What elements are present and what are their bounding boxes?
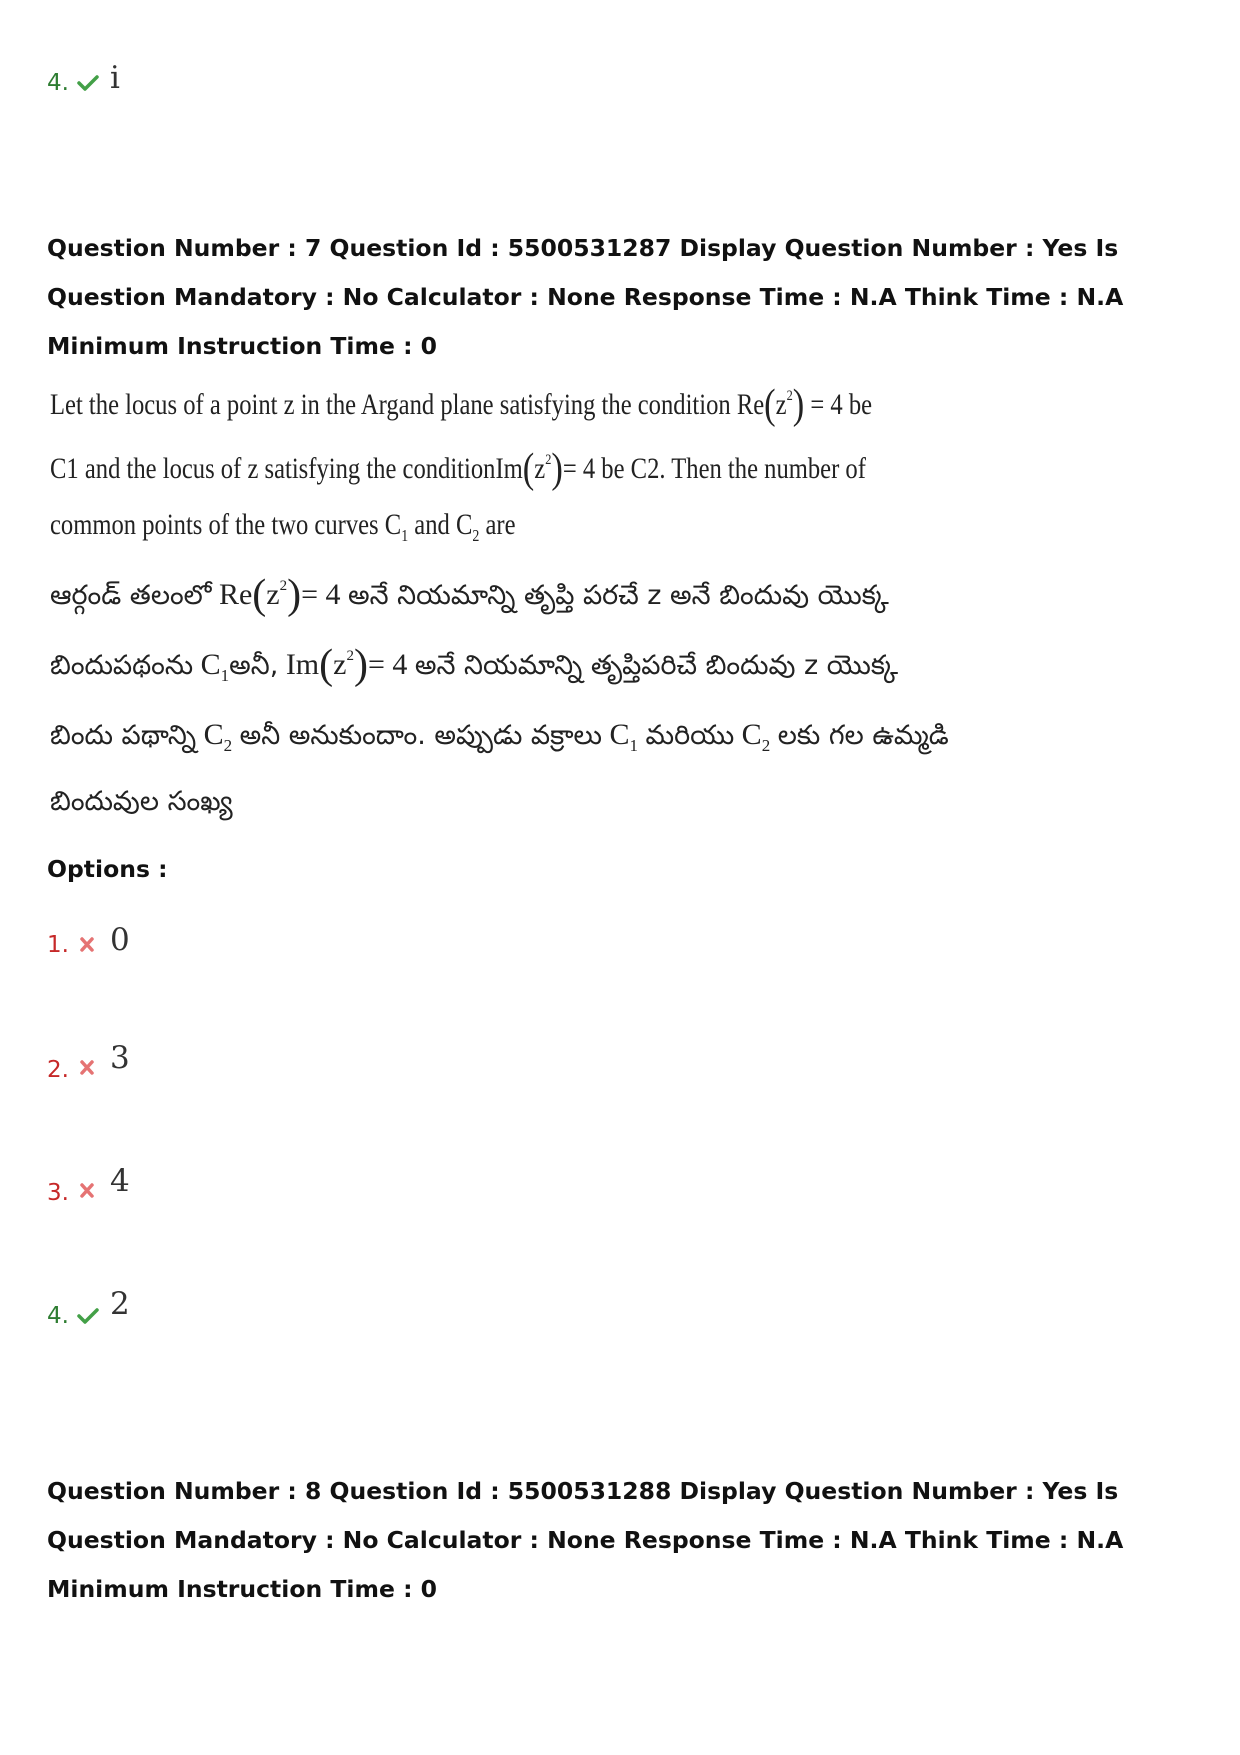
question-te-line-2: బిందుపథంను $C_1అనీ$, $Im(z^2)= 4$ అనే నియమాన్ని తృప్తిపరిచే బిందువు z యొక్క — [50, 642, 898, 688]
check-icon — [77, 1307, 99, 1325]
cross-icon — [77, 1182, 99, 1200]
question-te-line-3: బిందు పథాన్ని $C_2$ అనీ అనుకుందాం. అప్పుడు వక్రాలు $C_1$ మరియు $C_2$ లకు గల ఉమ్మడి — [50, 718, 949, 755]
option-value: i — [110, 60, 120, 96]
question-7-meta: Question Number : 7 Question Id : 5500531287 Display Question Number : Yes Is Question Mandatory : No Calculator : None Response Time : N.A Think Time : N.A Minimum Instruction Time : 0 — [47, 234, 1124, 360]
option-number: 3. — [47, 1180, 69, 1206]
option-value: 4 — [110, 1163, 130, 1199]
question-en-line-3: common points of the two curves $C_1$ and $C_2$ are — [50, 508, 516, 545]
option-number: 1. — [47, 932, 69, 958]
option-value: 2 — [110, 1286, 130, 1322]
check-icon — [77, 74, 99, 92]
option-number: 2. — [47, 1057, 69, 1083]
option-number: 4. — [47, 70, 69, 96]
cross-icon — [77, 1059, 99, 1077]
question-te-line-4: బిందువుల సంఖ్య — [50, 786, 233, 817]
question-en-line-1: Let the locus of a point z in the Argand plane satisfying the condition $Re(z^2) = 4$ be — [50, 382, 873, 428]
question-te-line-1: ఆర్గండ్ తలంలో $Re(z^2)= 4$ అనే నియమాన్ని తృప్తి పరచే z అనే బిందువు యొక్క — [50, 572, 889, 618]
question-8-meta: Question Number : 8 Question Id : 5500531288 Display Question Number : Yes Is Question Mandatory : No Calculator : None Response Time : N.A Think Time : N.A Minimum Instruction Time : 0 — [47, 1477, 1124, 1603]
option-number: 4. — [47, 1303, 69, 1329]
option-value: 0 — [110, 922, 130, 958]
question-en-line-2: C1 and the locus of z satisfying the $conditionIm(z^2)= 4$ be C2. Then the number of — [50, 446, 866, 492]
cross-icon — [77, 936, 99, 954]
options-label: Options : — [47, 855, 168, 883]
option-value: 3 — [110, 1040, 130, 1076]
